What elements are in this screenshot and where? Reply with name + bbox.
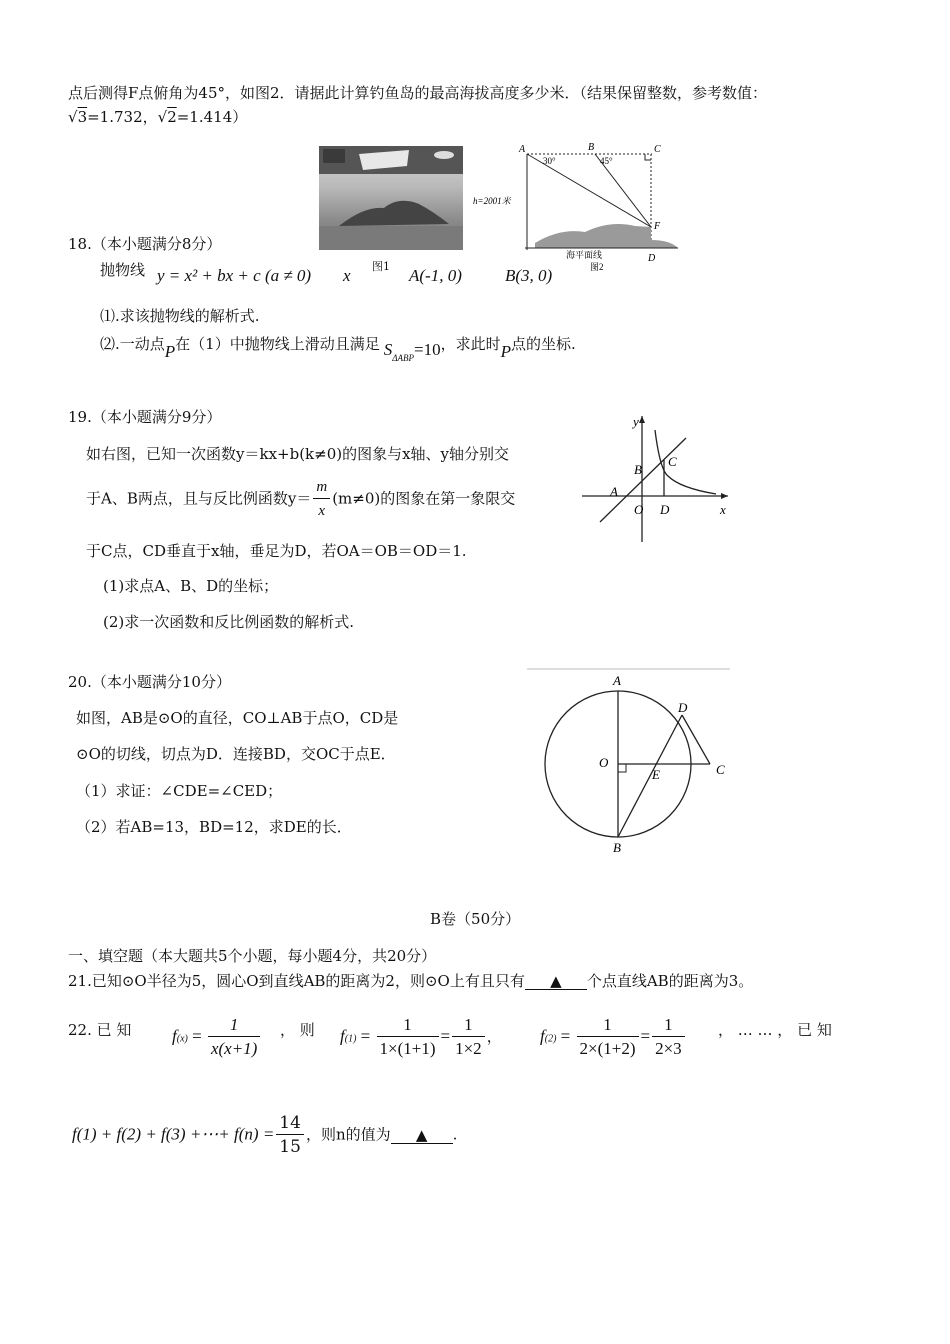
label-D: D [648,253,656,264]
q18-x-fragment: x [343,266,351,285]
q21-text-b: 个点直线AB的距离为3。 [586,972,754,990]
q21-text-a: 21.已知⊙O半径为5，圆心O到直线AB的距离为2，则⊙O上有且只有 [68,972,525,990]
f2-num: 1 [577,1014,639,1037]
label-B: B [588,142,595,153]
sqrt2-value: =1.414） [176,108,248,126]
f2b-fraction [652,1014,685,1061]
q18-equation: y = x² + bx + c (a ≠ 0) [157,266,312,285]
label-D: D [678,700,688,715]
q19-graph [578,410,738,550]
right-angle-mark [645,154,651,160]
label-x: x [720,502,726,517]
triangle-icon: ▲ [415,1125,428,1144]
f1-den: 1×(1+1) [379,1039,436,1058]
label-C: C [654,144,661,155]
q19-part2: (2)求一次函数和反比例函数的解析式. [103,613,355,631]
q20-line2: ⊙O的切线，切点为D．连接BD，交OC于点E． [76,745,396,763]
q18-part2-text-a: ⑵.一动点 [100,335,165,353]
fx-sub: (x) [176,1033,188,1045]
q22-answer-blank[interactable] [391,1127,453,1144]
label-A: A [519,144,526,155]
sqrt-icon: √ [157,108,168,126]
q22-etc: ， … … ， 已 知 [718,1021,832,1039]
f2-den: 2×(1+2) [579,1039,636,1058]
x-axis-arrow-icon [721,493,728,499]
label-C: C [716,762,725,777]
label-F: F [654,221,661,232]
q18-area-value: =10 [414,340,441,359]
label-B: B [613,840,621,855]
f2b-den: 2×3 [655,1039,682,1058]
q21-answer-blank[interactable] [525,973,587,990]
q18-part2-text-b: 在（1）中抛物线上滑动且满足 [175,335,380,353]
sum-den: 15 [279,1137,301,1157]
label-y: y [633,414,639,429]
q18-area-S: S [383,340,393,359]
q22-sum-expression: f(1) + f(2) + f(3) +⋯+ f(n) = [72,1124,275,1144]
sqrt-icon: √ [68,108,78,126]
q19-line2-a: 于A、B两点，且与反比例函数y＝ [86,489,312,508]
sqrt2-radicand: 2 [167,108,177,126]
q19-fraction-m-over-x [313,476,330,523]
f1-num: 1 [377,1014,439,1037]
q22-f1: f(1) = $\frac{1}{1\times(1+1)}$ = $\frac{1}{1\times 2}$ ， [340,1014,502,1061]
f2-sub: (2) [544,1033,557,1045]
q20-part1: （1）求证：∠CDE=∠CED； [76,782,283,800]
q19-line1: 如右图，已知一次函数y＝kx+b(k≠0)的图象与x轴、y轴分别交 [86,445,510,463]
sea-level-label: 海平面线 [566,250,603,260]
emblem-icon [434,151,454,159]
label-E: E [652,767,660,782]
f1-sub: (1) [344,1033,357,1045]
q19-frac-num: m [313,476,330,499]
height-label: h=2001米 [473,196,511,206]
fx-den: x(x+1) [210,1039,258,1058]
y-axis-arrow-icon [639,416,645,423]
segment-BD [618,715,682,837]
q22-then: ， 则 [280,1021,315,1039]
label-A: A [613,673,621,688]
q22-sum-end: . [452,1125,458,1144]
q19-line2-b: (m≠0)的图象在第一象限交 [332,489,516,508]
q22-f2: f(2) = $\frac{1}{2\times(1+2)}$ = $\frac{1}{2\times 3}$ [540,1014,687,1061]
sea-area [319,226,463,250]
f1b-den: 1×2 [455,1039,482,1058]
section-b-title: B卷（50分） [430,910,521,928]
q22-sum-tail: ，则n的值为 [305,1125,391,1144]
q19-header: 19.（本小题满分9分） [68,408,222,426]
f2-f: f [540,1026,545,1046]
f1b-num: 1 [452,1014,485,1037]
sum-num: 14 [276,1112,304,1135]
figure2-diagram [470,140,680,275]
f2-fraction [577,1014,639,1061]
island-silhouette [339,201,449,226]
label-O: O [599,755,609,770]
q22-fx-definition: f(x) = $\frac{1}{x(x+1)}$ [172,1014,262,1061]
q22-label: 22. 已 知 [68,1021,132,1039]
fx-fraction [208,1014,260,1061]
q19-line3: 于C点，CD垂直于x轴，垂足为D，若OA＝OB＝OD＝1. [86,542,467,560]
q18-point-P2: P [500,342,511,361]
sqrt3-value: =1.732， [87,108,158,126]
label-B: B [634,462,642,477]
figure2-caption: 图2 [590,262,604,272]
fx-num: 1 [208,1014,260,1037]
figure1-caption: 图1 [372,260,390,273]
q17-reference-values [68,106,247,127]
q20-circle-diagram [525,668,735,858]
sqrt3-radicand: 3 [77,108,88,126]
q18-part2-text-d: 点的坐标. [511,335,576,353]
q18-header: 18.（本小题满分8分） [68,235,222,253]
q18-point-B: B(3, 0) [505,266,553,285]
q19-frac-den: x [318,503,326,519]
fx-f: f [172,1026,177,1046]
triangle-icon: ▲ [550,972,562,990]
q22-sum-line [72,1112,457,1159]
q20-line1: 如图，AB是⊙O的直径，CO⊥AB于点O，CD是 [76,709,399,727]
label-D: D [660,502,670,517]
q19-part1: (1)求点A、B、D的坐标； [103,577,279,595]
fill-in-header: 一、填空题（本大题共5个小题，每小题4分，共20分） [68,947,437,965]
label-A: A [610,484,618,499]
flag-icon [323,149,345,163]
q22-sum-fraction [276,1112,304,1159]
f1-fraction [377,1014,439,1061]
q21-line [68,970,753,991]
q18-point-A: A(-1, 0) [409,266,462,285]
figure1-drawing [319,146,463,250]
q20-header: 20.（本小题满分10分） [68,673,231,691]
q18-area-subscript: ΔABP [392,353,414,363]
q18-part1: ⑴.求该抛物线的解析式. [100,307,260,325]
figure1-photo [319,146,463,250]
q19-line2 [86,476,515,523]
angle-45-label: 45° [600,156,613,166]
label-C: C [668,454,677,469]
q18-part2-text-c: ，求此时 [440,335,501,353]
f1b-fraction [452,1014,485,1061]
right-angle-mark [618,764,626,772]
q20-part2: （2）若AB=13，BD=12，求DE的长． [76,818,352,836]
f2b-num: 1 [652,1014,685,1037]
q17-text-line1: 点后测得F点俯角为45°，如图2．请据此计算钓鱼岛的最高海拔高度多少米．（结果保留整数，参考数值： [68,84,768,102]
f1-f: f [340,1026,345,1046]
angle-30-label: 30° [543,156,556,166]
q18-point-P: P [164,342,176,361]
q18-parabola-word: 抛物线 [100,261,146,279]
label-O: O [634,502,644,517]
